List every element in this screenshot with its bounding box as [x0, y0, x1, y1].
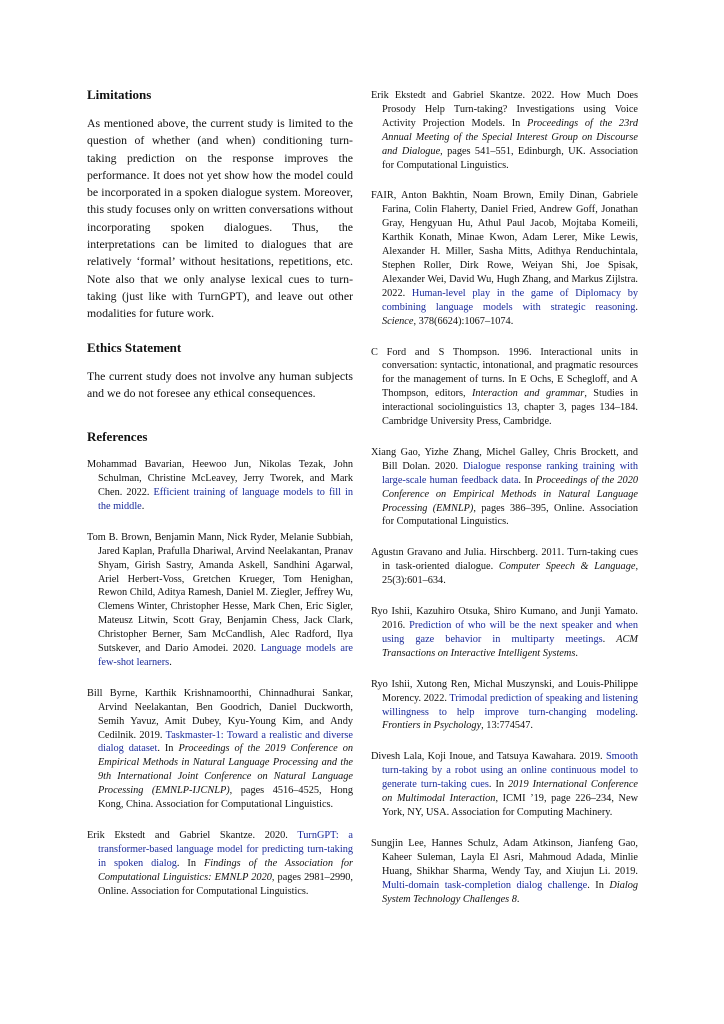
reference-details: , pages 4516–4525, Hong Kong, China. Association for Computational Linguistics. — [98, 785, 353, 811]
reference-entry — [371, 546, 638, 588]
reference-entry — [371, 446, 638, 529]
reference-title-link[interactable]: Trimodal prediction of speaking and listening willingness to help improve turn-changing modeling — [382, 692, 638, 718]
reference-authors-year: Mohammad Bavarian, Heewoo Jun, Nikolas Tezak, John Schulman, Christine McLeavey, Jerry Tworek, and Mark Chen. 2022. — [87, 459, 353, 498]
reference-separator: . — [602, 633, 617, 645]
reference-separator: . In — [518, 474, 537, 486]
reference-details: , 13:774547. — [481, 720, 533, 732]
reference-authors-year: Sungjin Lee, Hannes Schulz, Adam Atkinson, Jianfeng Gao, Kaheer Suleman, Layla El Asri, Mahmoud Adada, Minlie Huang, Shikhar Sharma, Wendy Tay, and Xiujun Li. 2019. — [371, 837, 638, 877]
reference-list-left — [87, 458, 353, 898]
reference-title-link[interactable]: Taskmaster-1: Toward a realistic and diverse dialog dataset — [98, 729, 354, 755]
reference-details: . — [575, 647, 578, 659]
reference-venue: Dialog System Technology Challenges 8 — [382, 879, 638, 905]
reference-entry — [371, 678, 638, 734]
reference-details: . — [169, 656, 172, 668]
reference-authors-year: Erik Ekstedt and Gabriel Skantze. 2022. How Much Does Prosody Help Turn-taking? Investigations using Voice Activity Projection Models. In — [371, 90, 638, 129]
reference-details: , 25(3):601–634. — [382, 561, 639, 587]
reference-venue: 2019 International Conference on Multimodal Interaction — [382, 779, 638, 805]
reference-entry — [87, 531, 353, 670]
reference-details: , 378(6624):1067–1074. — [413, 315, 514, 327]
reference-title-link[interactable]: Smooth turn-taking by a robot using an online continuous model to generate turn-taking cues — [382, 751, 638, 791]
reference-venue: Interaction and grammar — [472, 388, 585, 400]
reference-venue: Science — [382, 315, 414, 327]
reference-details: . — [141, 500, 145, 512]
reference-venue: ACM Transactions on Interactive Intelligent Systems — [382, 633, 638, 659]
reference-list-right — [371, 89, 638, 906]
reference-venue: Proceedings of the 2019 Conference on Empirical Methods in Natural Language Processing and the 9th International Joint Conference on Natural Language Processing (EMNLP-IJCNLP) — [98, 743, 353, 797]
reference-details: , ICMI ’19, page 226–234, New York, NY, USA. Association for Computing Machinery. — [382, 793, 639, 818]
reference-title-link[interactable]: Language models are few-shot learners — [98, 643, 353, 668]
reference-separator: . In — [488, 779, 509, 791]
reference-authors-year: Tom B. Brown, Benjamin Mann, Nick Ryder, Melanie Subbiah, Jared Kaplan, Prafulla Dhariwal, Arvind Neelakantan, Pranav Shyam, Girish Sastry, Amanda Askell, Sandhini Agarwal, Ariel Herbert-Voss, Gretchen Krueger, Tom Henighan, Rewon Child, Aditya Ramesh, Daniel M. Ziegler, Jeffrey Wu, Clemens Winter, Christopher Hesse, Mark Chen, Eric Sigler, Mateusz Litwin, Scott Gray, Benjamin Chess, Jack Clark, Christopher Berner, Sam McCandlish, Alec Radford, Ilya Sutskever, and Dario Amodei. 2020. — [87, 531, 353, 655]
reference-details: , pages 386–395, Online. Association for Computational Linguistics. — [382, 502, 638, 528]
limitations-text: As mentioned above, the current study is limited to the question of whether (and when) conditioning turn-taking prediction on the response improves the performance. It does not yet show how the model could be incorporated in a spoken dialogue system. Moreover, this study focuses only on written conversations without incorporating spoken dialogues. Thus, the interpretations can be limited to dialogues that are relatively ‘formal’ without hesitations, repetitions, etc. Note also that we only analyse lexical cues to turn-taking (just like with TurnGPT), and leave out other modalities for future work. — [87, 116, 353, 321]
reference-authors-year: Ryo Ishii, Xutong Ren, Michal Muszynski, and Louis-Philippe Morency. 2022. — [371, 678, 638, 704]
reference-separator: . In — [176, 857, 204, 869]
reference-entry — [371, 750, 638, 820]
ethics-text: The current study does not involve any human subjects and we do not foresee any ethical consequences. — [87, 368, 353, 400]
reference-entry — [371, 605, 638, 661]
reference-authors-year: Erik Ekstedt and Gabriel Skantze. 2020. — [87, 830, 298, 841]
reference-entry — [371, 346, 638, 429]
reference-authors-year: Agustın Gravano and Julia. Hirschberg. 2011. Turn-taking cues in task-oriented dialogue. — [371, 547, 638, 573]
reference-details: , pages 2981–2990, Online. Association for Computational Linguistics. — [98, 871, 354, 897]
reference-entry — [371, 189, 638, 328]
left-column — [87, 86, 353, 916]
reference-title-link[interactable]: TurnGPT: a transformer-based language model for predicting turn-taking in spoken dialog — [98, 830, 353, 869]
reference-venue: Frontiers in Psychology — [382, 720, 482, 732]
reference-entry — [371, 89, 638, 172]
reference-title-link[interactable]: Prediction of who will be the next speaker and when using gaze behavior in multiparty meetings — [382, 620, 638, 645]
reference-details: , pages 541–551, Edinburgh, UK. Association for Computational Linguistics. — [382, 145, 639, 171]
reference-entry — [87, 458, 353, 514]
reference-separator: . — [635, 706, 638, 718]
reference-title-link[interactable]: Dialogue response ranking training with large-scale human feedback data — [382, 460, 638, 486]
reference-authors-year: Bill Byrne, Karthik Krishnamoorthi, Chinnadhurai Sankar, Arvind Neelakantan, Ben Goodrich, Daniel Duckworth, Semih Yavuz, Amit Dubey, Kyu-Young Kim, and Andy Cedilnik. 2019. — [87, 687, 353, 741]
reference-title-link[interactable]: Efficient training of language models to fill in the middle — [98, 486, 353, 512]
reference-authors-year: C Ford and S Thompson. 1996. Interactional units in conversation: syntactic, intonational, and pragmatic resources for the management of turns. In E Ochs, E Schegloff, and A Thompson, editors, — [371, 346, 638, 400]
references-heading: References — [87, 429, 148, 445]
reference-separator: . In — [587, 879, 610, 891]
reference-entry — [87, 829, 353, 899]
reference-separator: . — [635, 301, 638, 313]
reference-title-link[interactable]: Human-level play in the game of Diplomacy by combining language models with strategic reasoning — [382, 287, 638, 313]
reference-entry — [371, 837, 638, 907]
reference-separator: . In — [157, 743, 179, 755]
reference-authors-year: Xiang Gao, Yizhe Zhang, Michel Galley, Chris Brockett, and Bill Dolan. 2020. — [371, 446, 638, 472]
reference-venue: Findings of the Association for Computational Linguistics: EMNLP 2020 — [98, 857, 353, 883]
reference-authors-year: FAIR, Anton Bakhtin, Noam Brown, Emily Dinan, Gabriele Farina, Colin Flaherty, Daniel Fried, Andrew Goff, Jonathan Gray, Hengyuan Hu, Athul Paul Jacob, Mojtaba Komeili, Karthik Konath, Minae Kwon, Adam Lerer, Mike Lewis, Alexander H. Miller, Sasha Mitts, Adithya Renduchintala, Stephen Roller, Dirk Rowe, Weiyan Shi, Joe Spisak, Alexander Wei, David Wu, Hugh Zhang, and Markus Zijlstra. 2022. — [371, 190, 638, 299]
right-column — [371, 86, 638, 923]
reference-authors-year: Ryo Ishii, Kazuhiro Otsuka, Shiro Kumano, and Junji Yamato. 2016. — [371, 606, 638, 631]
reference-details: , Studies in interactional sociolinguistics 13, chapter 3, pages 134–184. Cambridge University Press, Cambridge. — [382, 388, 638, 428]
reference-authors-year: Divesh Lala, Koji Inoue, and Tatsuya Kawahara. 2019. — [371, 751, 606, 763]
reference-entry — [87, 687, 353, 812]
reference-venue: Proceedings of the 23rd Annual Meeting of the Special Interest Group on Discourse and Dialogue — [382, 117, 638, 157]
reference-venue: Computer Speech & Language — [498, 561, 636, 573]
reference-details: . — [516, 893, 520, 905]
limitations-heading: Limitations — [87, 87, 152, 102]
reference-venue: Proceedings of the 2020 Conference on Empirical Methods in Natural Language Processing (EMNLP) — [382, 474, 638, 514]
reference-title-link[interactable]: Multi-domain task-completion dialog challenge — [382, 879, 588, 891]
ethics-heading: Ethics Statement — [87, 339, 182, 355]
